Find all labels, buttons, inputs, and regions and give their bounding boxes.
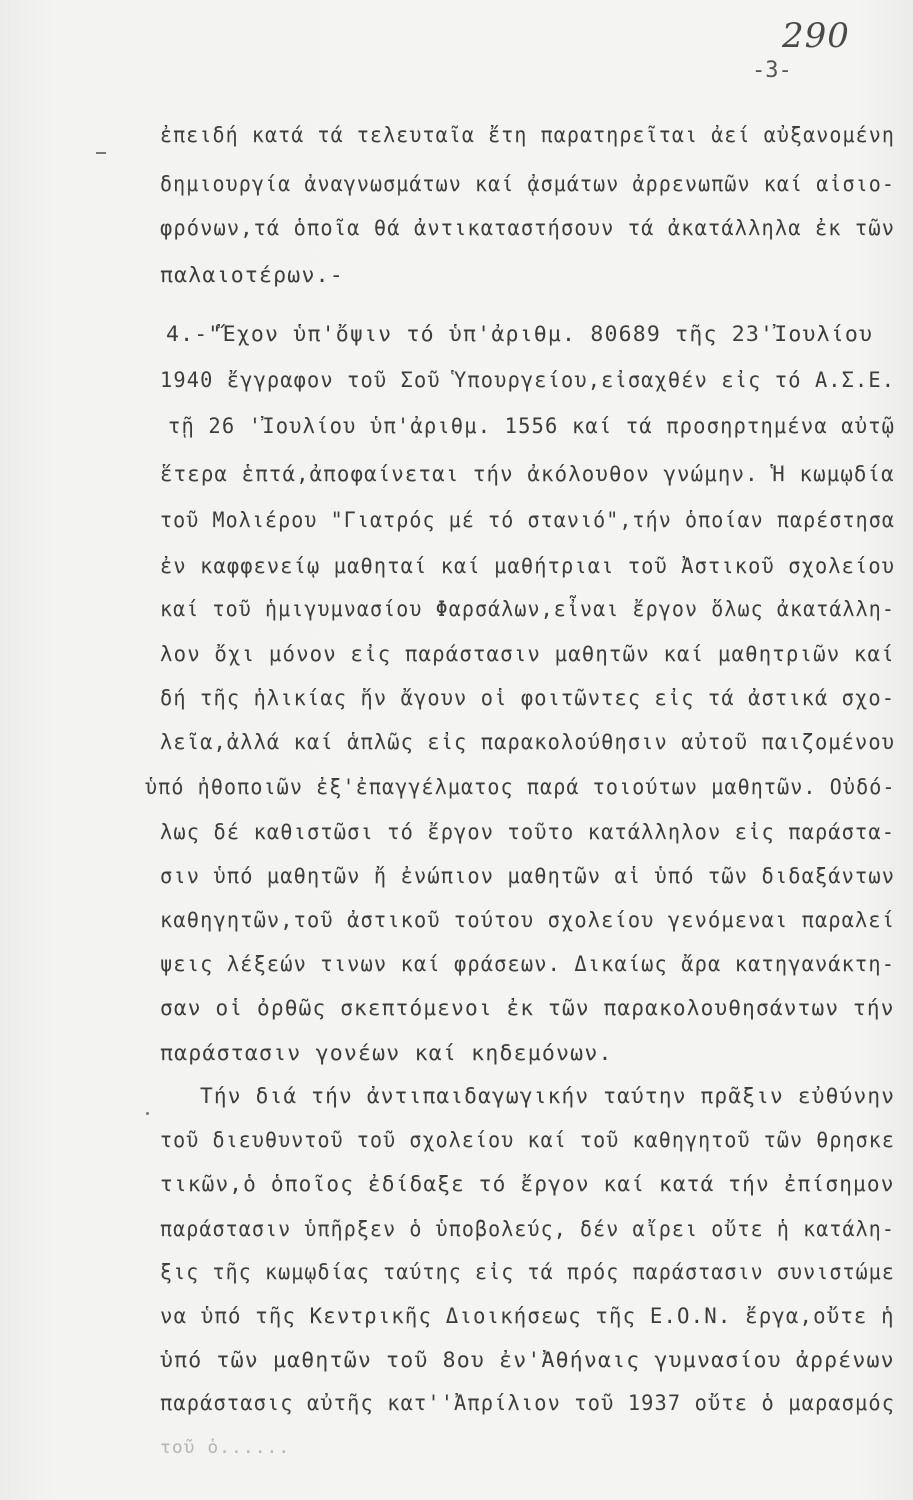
text-line: σαν οἱ ὀρθῶς σκεπτόμενοι ἐκ τῶν παρακολουθησάντων τήν — [160, 996, 895, 1021]
text-line: λον ὄχι μόνον εἰς παράστασιν μαθητῶν καί μαθητριῶν καί — [160, 642, 895, 667]
text-line: Τήν διά τήν ἀντιπαιδαγωγικήν ταύτην πρᾶξιν εὐθύνην — [200, 1084, 896, 1109]
text-line: ἕτερα ἑπτά,ἀποφαίνεται τήν ἀκόλουθον γνώμην. Ἡ κωμῳδία — [160, 462, 895, 487]
text-line: 1940 ἔγγραφον τοῦ Σοῦ Ὑπουργείου,εἰσαχθέν εἰς τό Α.Σ.Ε. — [160, 368, 896, 393]
text-line: παλαιοτέρων.- — [160, 263, 344, 288]
text-line: ξις τῆς κωμῳδίας ταύτης εἰς τά πρός παράστασιν συνιστώμε — [160, 1260, 896, 1285]
text-line: τικῶν,ὁ ὁποῖος ἐδίδαξε τό ἔργον καί κατά τήν ἐπίσημον — [160, 1172, 895, 1197]
text-line: καί τοῦ ἡμιγυμνασίου Φαρσάλων,εἶναι ἔργον ὅλως ἀκατάλλη- — [160, 597, 896, 622]
text-line: ὑπό ἠθοποιῶν ἐξ'ἐπαγγέλματος παρά τοιούτων μαθητῶν. Οὐδό- — [145, 775, 896, 800]
text-line: τῇ 26 'Ἰουλίου ὑπ'ἀριθμ. 1556 καί τά προσηρτημένα αὐτῷ — [168, 414, 896, 439]
text-line: παράστασιν ὑπῆρξεν ὁ ὑποβολεύς, δέν αἴρει οὔτε ἡ κατάλη- — [160, 1217, 896, 1242]
text-line: παράστασις αὐτῆς κατ''Ἀπρίλιον τοῦ 1937 οὔτε ὁ μαρασμός — [160, 1391, 896, 1416]
text-line: δή τῆς ἡλικίας ἥν ἄγουν οἱ φοιτῶντες εἰς τά ἀστικά σχο- — [160, 686, 896, 711]
text-line: λεῖα,ἀλλά καί ἁπλῶς εἰς παρακολούθησιν αὐτοῦ παιζομένου — [160, 730, 896, 755]
faint-catchword: τοῦ ὁ...... — [160, 1437, 291, 1458]
text-line: 4.-"Ἔχον ὑπ'ὄψιν τό ὑπ'ἀριθμ. 80689 τῆς 23'Ἰουλίου — [166, 322, 874, 347]
text-line: ψεις λέξεών τινων καί φράσεων. Δικαίως ἄρα κατηγανάκτη- — [160, 952, 896, 977]
margin-dash — [96, 152, 106, 154]
text-line: σιν ὑπό μαθητῶν ἤ ἐνώπιον μαθητῶν αἱ ὑπό τῶν διδαξάντων — [160, 864, 896, 889]
text-line: φρόνων,τά ὁποῖα θά ἀντικαταστήσουν τά ἀκατάλληλα ἐκ τῶν — [160, 216, 896, 241]
text-line: παράστασιν γονέων καί κηδεμόνων. — [160, 1041, 613, 1066]
text-line: ἐπειδή κατά τά τελευταῖα ἔτη παρατηρεῖται ἀεί αὐξανομένη — [160, 123, 896, 148]
text-line: λως δέ καθιστῶσι τό ἔργον τοῦτο κατάλληλον εἰς παράστα- — [160, 820, 896, 845]
text-line: ὑπό τῶν μαθητῶν τοῦ 8ου ἐν'Ἀθήναις γυμνασίου ἀρρένων — [160, 1348, 895, 1373]
text-line: δημιουργία ἀναγνωσμάτων καί ᾀσμάτων ἀρρενωπῶν καί αἰσιο- — [160, 172, 896, 197]
text-line: να ὑπό τῆς Κεντρικῆς Διοικήσεως τῆς Ε.Ο.Ν. ἔργα,οὔτε ἡ — [160, 1304, 895, 1329]
text-line: καθηγητῶν,τοῦ ἀστικοῦ τούτου σχολείου γενόμεναι παραλεί — [160, 908, 896, 933]
text-line: τοῦ Μολιέρου "Γιατρός μέ τό στανιό",τήν ὁποίαν παρέστησα — [160, 508, 896, 533]
handwritten-page-number: 290 — [782, 16, 850, 56]
text-line: τοῦ διευθυντοῦ τοῦ σχολείου καί τοῦ καθηγητοῦ τῶν θρησκε — [160, 1128, 896, 1153]
typed-page-number: -3- — [752, 58, 792, 83]
margin-dot — [146, 1112, 149, 1115]
text-line: ἐν καφφενείῳ μαθηταί καί μαθήτριαι τοῦ Ἀστικοῦ σχολείου — [160, 554, 896, 579]
